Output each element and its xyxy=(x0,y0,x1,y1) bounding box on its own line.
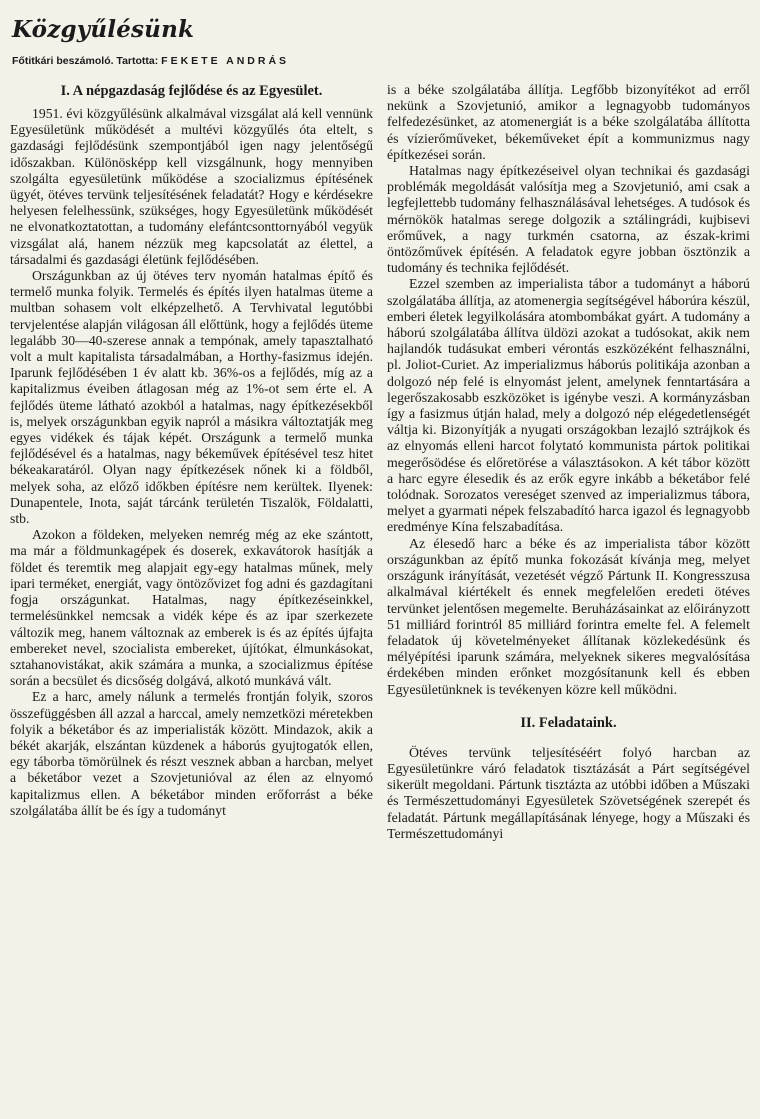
paragraph: Azokon a földeken, melyeken nemrég még az eke szántott, ma már a földmunkagépek és doserek, exkavátorok hasítják a földet és teremtik meg alapjait egy-egy hatalmas műnek, mely ipari terméket, energiát, vagy öntözővizet fog adni és gazdagítani fogja országunkat. Hatalmas, nagy építkezéseinkkel, termelésünkkel nemcsak a vidék képe és az ipar szerkezete változik meg, hanem változnak az emberek is és az építés újfajta embereket nevel, szocialista embereket, újítókat, élmunkásokat, sztahanovistákat, akik számára a munka, a szocializmus építése során a becsület és dicsőség dolgává, alkotó munkává vált. xyxy=(10,527,373,689)
text-columns xyxy=(10,83,750,843)
column-right xyxy=(387,83,750,843)
author-name: FEKETE ANDRÁS xyxy=(161,55,290,67)
paragraph: Ötéves tervünk teljesítéséért folyó harcban az Egyesületünkre váró feladatok tisztázását a Párt segítségével sikerült megoldani. Pártunk tisztázta az utóbbi időben a Műszaki és Természettudományi Egyesületek Szövetségének szerepét és feladatát. Pártunk megállapításának lényege, hogy a Műszaki és Természettudományi xyxy=(387,745,750,842)
article-subtitle xyxy=(12,55,750,67)
paragraph: Az élesedő harc a béke és az imperialista tábor között országunkban az építő munka fokozását kívánja meg, melyet országunk irányítását, vezetését végző Pártunk II. Kongresszusa alkalmával kiértékelt és ennek megfelelően eredeti ötéves tervünket jelentősen megemelte. Beruházásainkat az előirányzott 51 milliárd forintról 85 milliárd forintra emelte fel. A felemelt feladatok új követelményeket állítanak közlekedésünk és mélyépítési iparunk számára, melyeknek sikeres megvalósítása érdekében minden erőnket mozgósítanunk kell és ebben Egyesületünknek is tevékenyen közre kell működni. xyxy=(387,536,750,698)
article-title: Közgyűlésünk xyxy=(12,16,195,43)
paragraph: Országunkban az új ötéves terv nyomán hatalmas építő és termelő munka folyik. Termelés és építés ilyen hatalmas üteme a multban sohasem volt elképzelhető. A Tervhivatal legutóbbi tervjelentése alapján világosan áll előttünk, hogy a fejlődés üteme legalább 30—40-szerese annak a tempónak, amely tapasztalható volt a mult kapitalista társadalmában, a Horthy-fasizmus idején. Iparunk fejlődésében 1 év alatt kb. 36%-os a fejlődés, míg az a kapitalizmus éveiben átlagosan még az 1%-ot sem érte el. A fejlődés üteme látható azokból a hatalmas, nagy építkezésekből is, melyek országunkban egyik napról a másikra változtatják meg egyes vidékek és tájak képét. Országunk a termelő munka fejlődésével és a hatalmas, nagy békeművek építésével tesz hitet békeakaratáról. Olyan nagy építkezések nőnek ki a földből, melyek soha, az előző időkben építésre nem kerültek. Ilyenek: Dunapentele, Inota, saját tárcánk területén Tiszalök, Földalatti, stb. xyxy=(10,268,373,527)
subtitle-prefix: Főtitkári beszámoló. Tartotta: xyxy=(12,55,159,67)
paragraph: Ez a harc, amely nálunk a termelés frontján folyik, szoros összefüggésben áll azzal a harccal, amely nemzetközi méretekben folyik a béketábor és az imperialisták között. Mindazok, akik a békét akarják, elszántan küzdenek a háborús gyujtogatók ellen, egy táborba tömörülnek és részt vesznek abban a harcban, melyet a béketábor vezet a Szovjetunióval az élen az elnyomó kapitalizmus ellen. A béketábor minden erőforrást a béke szolgálatába állít be és így a tudományt xyxy=(10,689,373,818)
column-left xyxy=(10,83,373,843)
paragraph: Ezzel szemben az imperialista tábor a tudományt a háború szolgálatába állítja, az atomenergia segítségével háborúra készül, emberi életek legyilkolására atombombákat gyárt. A tudomány a háború szolgálatába állítva üldözi azokat a tudósokat, akik nem hajlandók tudásukat emberi vérontás eszközéként felhasználni, pl. Joliot-Curiet. Az imperializmus háborús politikája azonban a dolgozó nép felé is elnyomást jelent, amelynek fenntartására a legerőszakosabb eszközöket is igénybe veszi. A kormányzásban így a fasizmus útján halad, mely a dolgozó nép elégedetlenségét váltja ki. Bizonyítják a nyugati országokban lezajló sztrájkok és az elnyomás elleni harcot folytató kommunista pártok politikai megerősödése és előretörése a választásokon. A két tábor között a harc egyre élesedik és az erők egyre inkább a béketábor felé tolódnak. Sorozatos vereséget szenved az imperializmus tábora, melyet a gyarmati népek felszabadító harca igazol és legnagyobb eredménye Kína felszabadítása. xyxy=(387,277,750,536)
paragraph: Hatalmas nagy építkezéseivel olyan technikai és gazdasági problémák megoldását valósítja meg a Szovjetunió, ami csak a legfejlettebb tudomány felhasználásával lehetséges. A tudósok és mérnökök hatalmas serege dolgozik a sztálingrádi, kujbisevi erőművek, a nagy turkmén csatorna, az észak-krimi öntözőművek építésén. A feladatok egyre jobban ösztönzik a tudomány és technika fejlődését. xyxy=(387,164,750,277)
paragraph: is a béke szolgálatába állítja. Legfőbb bizonyítékot ad erről nekünk a Szovjetunió, amikor a legnagyobb tudományos felfedezésünket, az atomenergiát is a béke szolgálatába állította és vízierőműveket, békeműveket épít a kommunizmus nagy építkezései során. xyxy=(387,83,750,163)
section-heading-2: II. Feladataink. xyxy=(520,714,617,731)
section-heading-1: I. A népgazdaság fejlődése és az Egyesület. xyxy=(60,83,323,99)
paragraph: 1951. évi közgyűlésünk alkalmával vizsgálat alá kell vennünk Egyesületünk működését a multévi közgyűlés óta eltelt, s gazdasági fejlődésünk szempontjából igen nagy jelentőségű időszakban. Különösképp kell vizsgálnunk, hogy mennyiben szolgálta egyesületünk működése a szocializmus építésének ügyét, ötéves tervünk teljesítésének feladatát? Hogy e kérdésekre helyesen felelhessünk, szükséges, hogy Egyesületünk működését ne elvonatkoztatottan, a tudomány elefántcsonttornyából vegyük vizsgálat alá, hanem nézzük meg kapcsolatát az élettel, a társadalmi és gazdasági életünk fejlődésében. xyxy=(10,106,373,267)
